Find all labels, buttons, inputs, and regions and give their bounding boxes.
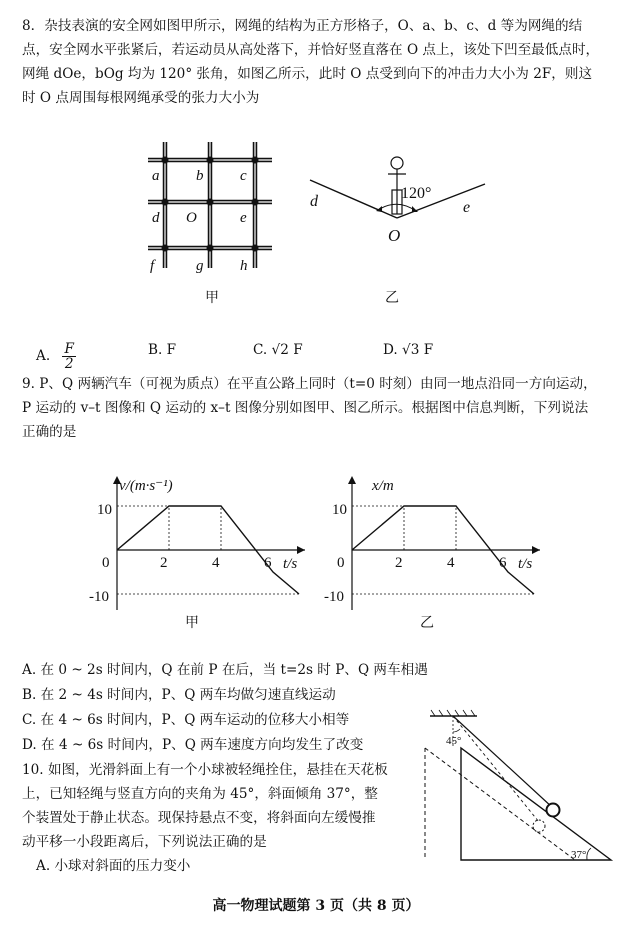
q8-option-c[interactable]: C. √2 F xyxy=(253,342,303,358)
caption-yi-9: 乙 xyxy=(420,615,434,631)
node-label-O: O xyxy=(186,210,197,226)
vt-chart xyxy=(85,470,315,620)
chart0-ylabel: v/(m·s⁻¹) xyxy=(119,478,173,494)
chart1-xtick-2: 2 xyxy=(395,555,403,571)
node-label-f: f xyxy=(150,258,155,274)
q8-option-d[interactable]: D. √3 F xyxy=(383,342,434,358)
q9-option-d[interactable]: D. 在 4 ~ 6s 时间内，P、Q 两车速度方向均发生了改变 xyxy=(22,737,364,753)
chart1-ytick-neg10: -10 xyxy=(324,589,344,605)
q9-option-c[interactable]: C. 在 4 ~ 6s 时间内，P、Q 两车运动的位移大小相等 xyxy=(22,712,350,728)
chart0-ytick-10: 10 xyxy=(97,502,112,518)
node-label-e: e xyxy=(240,210,247,226)
q9-line-2: P 运动的 v–t 图像和 Q 运动的 x–t 图像分别如图甲、图乙所示。根据图中信息判断，下列说法 xyxy=(22,400,589,416)
q8-option-b[interactable]: B. F xyxy=(148,342,177,358)
q9-option-a[interactable]: A. 在 0 ~ 2s 时间内，Q 在前 P 在后，当 t=2s 时 P、Q 两车相遇 xyxy=(22,662,428,678)
node-label-a: a xyxy=(152,168,160,184)
chart0-xtick-6: 6 xyxy=(264,555,272,571)
node-label-c: c xyxy=(240,168,247,184)
rope-figure-yi xyxy=(300,150,500,250)
caption-jia-9: 甲 xyxy=(185,615,199,631)
node-label-g: g xyxy=(196,258,204,274)
xt-chart xyxy=(320,470,550,620)
q8-option-a-label: A. xyxy=(36,348,51,364)
chart0-xlabel: t/s xyxy=(283,556,298,572)
rope-label-e: e xyxy=(463,199,471,216)
rope-label-d: d xyxy=(310,193,318,210)
caption-jia-8: 甲 xyxy=(205,290,219,306)
q8-line-3: 网绳 dOe，bOg 均为 120° 张角，如图乙所示，此时 O 点受到向下的冲击力大小为 2F，则这 xyxy=(22,66,593,82)
q10-line-3: 个装置处于静止状态。现保持悬点不变，将斜面向左缓慢推 xyxy=(22,810,376,826)
chart0-xtick-2: 2 xyxy=(160,555,168,571)
q10-option-a[interactable]: A. 小球对斜面的压力变小 xyxy=(36,858,191,874)
angle-label-45: 45° xyxy=(446,735,462,747)
node-label-b: b xyxy=(196,168,204,184)
caption-yi-8: 乙 xyxy=(385,290,399,306)
node-label-h: h xyxy=(240,258,248,274)
chart0-xtick-0: 0 xyxy=(102,555,110,571)
incline-figure xyxy=(415,708,620,868)
q8-line-2: 点，安全网水平张紧后，若运动员从高处落下，并恰好竖直落在 O 点上，该处下凹至最低点时， xyxy=(22,42,600,58)
fraction-numerator: F xyxy=(64,341,74,357)
chart1-ytick-10: 10 xyxy=(332,502,347,518)
angle-label-37: 37° xyxy=(571,849,587,861)
chart1-xtick-0: 0 xyxy=(337,555,345,571)
q10-line-4: 动平移一小段距离后，下列说法正确的是 xyxy=(22,834,267,850)
q10-line-1: 10. 如图，光滑斜面上有一个小球被轻绳拴住，悬挂在天花板 xyxy=(22,762,388,778)
chart0-xtick-4: 4 xyxy=(212,555,220,571)
q10-line-2: 上，已知轻绳与竖直方向的夹角为 45°，斜面倾角 37°，整 xyxy=(22,786,378,802)
q8-line-1: 8．杂技表演的安全网如图甲所示，网绳的结构为正方形格子，O、a、b、c、d 等为网绳的结 xyxy=(22,18,583,34)
chart1-xlabel: t/s xyxy=(518,556,533,572)
net-figure-jia xyxy=(140,140,280,280)
chart0-ytick-neg10: -10 xyxy=(89,589,109,605)
angle-label-120: 120° xyxy=(401,185,432,202)
node-label-d: d xyxy=(152,210,160,226)
q9-line-1: 9. P、Q 两辆汽车（可视为质点）在平直公路上同时（t=0 时刻）由同一地点沿同一方向运动， xyxy=(22,376,597,392)
q9-line-3: 正确的是 xyxy=(22,424,77,440)
q8-option-a[interactable] xyxy=(36,342,76,371)
q8-line-4: 时 O 点周围每根网绳承受的张力大小为 xyxy=(22,90,260,106)
chart1-xtick-4: 4 xyxy=(447,555,455,571)
q9-option-b[interactable]: B. 在 2 ~ 4s 时间内，P、Q 两车均做匀速直线运动 xyxy=(22,687,336,703)
chart1-ylabel: x/m xyxy=(372,478,394,494)
fraction-denominator: 2 xyxy=(64,356,74,372)
rope-label-O: O xyxy=(388,226,401,245)
chart1-xtick-6: 6 xyxy=(499,555,507,571)
page-footer: 高一物理试题第 3 页（共 8 页） xyxy=(212,898,420,914)
